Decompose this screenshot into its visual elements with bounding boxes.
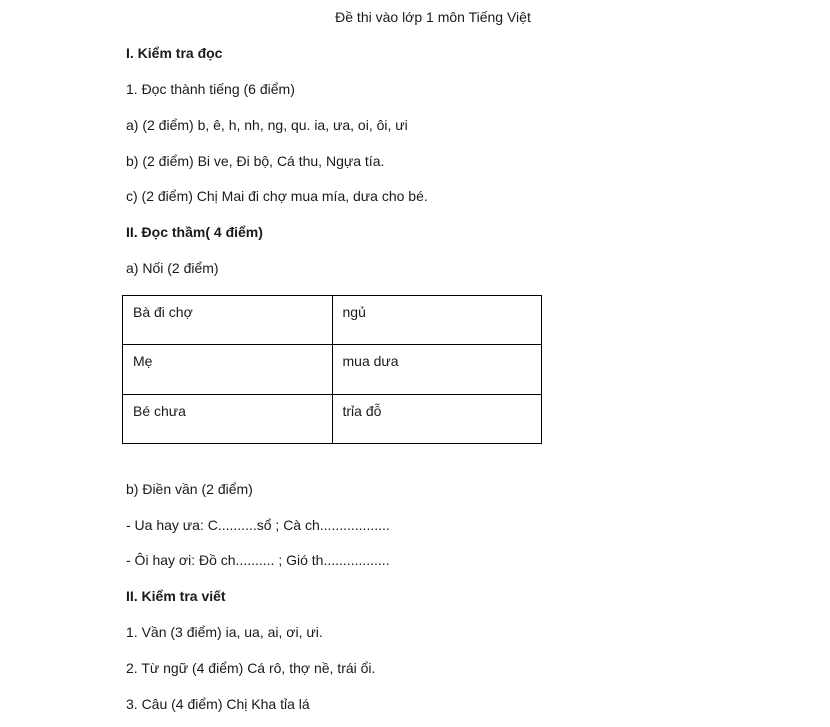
writing-item-2: 2. Từ ngữ (4 điểm) Cá rô, thợ nề, trái ổi. (126, 660, 376, 676)
table-row (123, 394, 542, 443)
reading-item-a: a) (2 điểm) b, ê, h, nh, ng, qu. ia, ưa, oi, ôi, ưi (126, 117, 408, 133)
matching-instruction: a) Nối (2 điểm) (126, 260, 219, 276)
matching-table (122, 295, 542, 444)
table-cell: mua dưa (332, 345, 542, 394)
table-row (123, 345, 542, 394)
table-row (123, 296, 542, 345)
section-heading-writing: II. Kiểm tra viết (126, 588, 226, 604)
fill-item-2: - Ôi hay ơi: Đồ ch.......... ; Gió th................. (126, 552, 390, 568)
section-heading-silent-reading: II. Đọc thầm( 4 điểm) (126, 224, 263, 240)
table-cell: Bà đi chợ (123, 296, 333, 345)
section-heading-reading: I. Kiểm tra đọc (126, 45, 223, 61)
table-cell: ngủ (332, 296, 542, 345)
fill-item-1: - Ua hay ưa: C..........sổ ; Cà ch.................. (126, 517, 390, 533)
table-cell: Bé chưa (123, 394, 333, 443)
reading-item-b: b) (2 điểm) Bi ve, Đi bộ, Cá thu, Ngựa tía. (126, 153, 385, 169)
fill-instruction: b) Điền vần (2 điểm) (126, 481, 253, 497)
writing-item-1: 1. Vần (3 điểm) ia, ua, ai, ơi, ưi. (126, 624, 323, 640)
table-cell: Mẹ (123, 345, 333, 394)
table-cell: trỉa đỗ (332, 394, 542, 443)
writing-item-3: 3. Câu (4 điểm) Chị Kha tỉa lá (126, 696, 310, 712)
reading-item-c: c) (2 điểm) Chị Mai đi chợ mua mía, dưa cho bé. (126, 188, 428, 204)
reading-aloud-item: 1. Đọc thành tiếng (6 điểm) (126, 81, 295, 97)
document-title: Đề thi vào lớp 1 môn Tiếng Việt (335, 9, 531, 25)
